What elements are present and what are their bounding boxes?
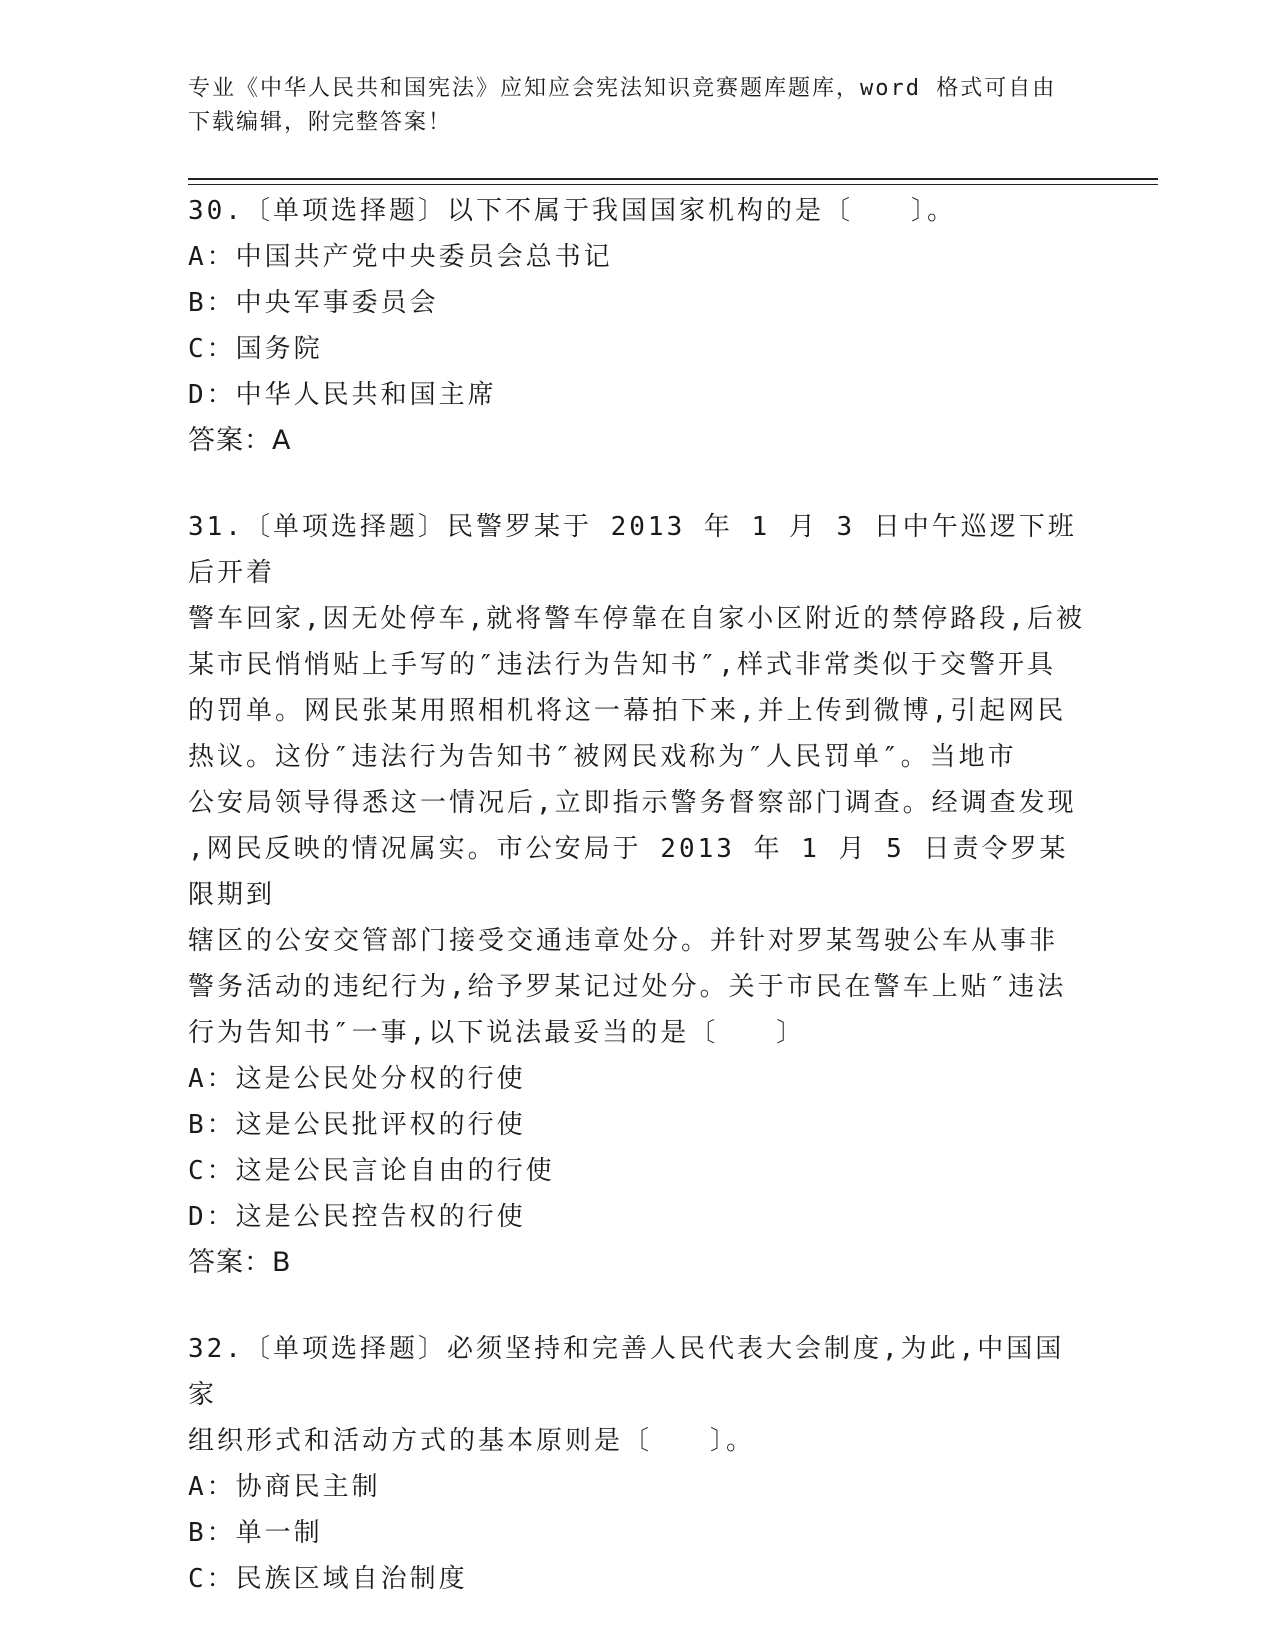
answer-option: A：中国共产党中央委员会总书记: [188, 242, 613, 272]
header-divider-thick: [188, 178, 1158, 180]
question-text-line: 某市民悄悄贴上手写的″违法行为告知书″,样式非常类似于交警开具: [188, 650, 1056, 680]
answer-option: C：国务院: [188, 334, 323, 364]
answer-key: 答案：B: [188, 1247, 292, 1278]
question-block: [188, 1326, 1088, 1602]
header-line-1: 专业《中华人民共和国宪法》应知应会宪法知识竞赛题库题库，word 格式可自由: [188, 76, 1057, 101]
question-text-line: 31.〔单项选择题〕民警罗某于 2013 年 1 月 3 日中午巡逻下班后开着: [188, 512, 1077, 588]
answer-key: 答案：A: [188, 425, 292, 456]
question-block: [188, 504, 1088, 1286]
question-block: [188, 188, 1088, 464]
answer-option: B：中央军事委员会: [188, 288, 439, 318]
answer-option: B：单一制: [188, 1518, 323, 1548]
answer-option: C：这是公民言论自由的行使: [188, 1156, 555, 1186]
question-text-line: 30.〔单项选择题〕以下不属于我国国家机构的是〔 〕。: [188, 196, 956, 226]
question-text-line: 行为告知书″一事,以下说法最妥当的是〔 〕: [188, 1018, 806, 1048]
question-text-line: 组织形式和活动方式的基本原则是〔 〕。: [188, 1426, 756, 1456]
question-text-line: 公安局领导得悉这一情况后,立即指示警务督察部门调查。经调查发现: [188, 788, 1077, 818]
header-divider-thin: [188, 184, 1158, 185]
header-line-2: 下载编辑，附完整答案！: [188, 110, 453, 135]
answer-option: D：这是公民控告权的行使: [188, 1202, 526, 1232]
question-text-line: 警车回家,因无处停车,就将警车停靠在自家小区附近的禁停路段,后被: [188, 604, 1085, 634]
answer-option: B：这是公民批评权的行使: [188, 1110, 526, 1140]
question-list: [188, 188, 1088, 1642]
question-text-line: ,网民反映的情况属实。市公安局于 2013 年 1 月 5 日责令罗某限期到: [188, 834, 1069, 910]
answer-option: A：协商民主制: [188, 1472, 381, 1502]
document-header: [188, 72, 1078, 140]
question-text-line: 辖区的公安交管部门接受交通违章处分。并针对罗某驾驶公车从事非: [188, 926, 1059, 956]
answer-option: A：这是公民处分权的行使: [188, 1064, 526, 1094]
question-text-line: 的罚单。网民张某用照相机将这一幕拍下来,并上传到微博,引起网民: [188, 696, 1067, 726]
question-text-line: 32.〔单项选择题〕必须坚持和完善人民代表大会制度,为此,中国国家: [188, 1334, 1065, 1410]
question-text-line: 警务活动的违纪行为,给予罗某记过处分。关于市民在警车上贴″违法: [188, 972, 1067, 1002]
answer-option: C：民族区域自治制度: [188, 1564, 468, 1594]
question-text-line: 热议。这份″违法行为告知书″被网民戏称为″人民罚单″。当地市: [188, 742, 1017, 772]
answer-option: D：中华人民共和国主席: [188, 380, 497, 410]
